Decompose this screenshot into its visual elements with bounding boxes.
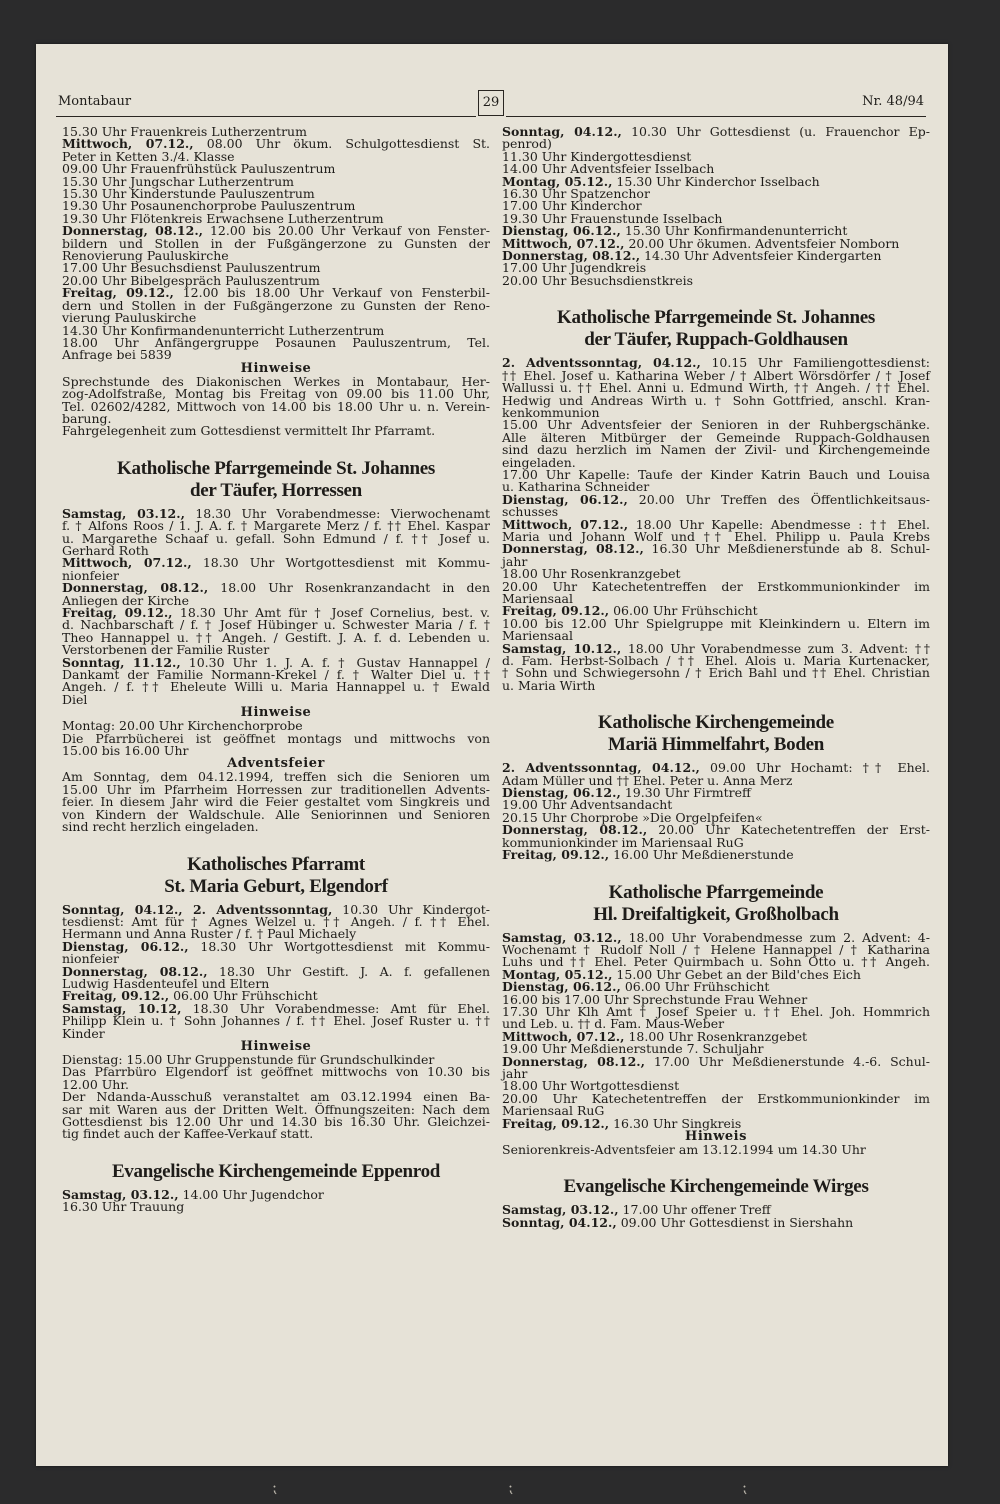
line-text: Theo Hannappel u. †† Angeh. / Gestift. J. A. f. d. Lebenden u.: [62, 629, 490, 645]
line-text: 20.15 Uhr Chorprobe »Die Orgelpfeifen«: [502, 809, 763, 825]
binding-mark: ⁏: [272, 1478, 278, 1496]
line-text: sind recht herzlich eingeladen.: [62, 819, 259, 835]
line-text: 12.00 bis 18.00 Uhr Verkauf von Fensterbil-: [173, 285, 491, 301]
day-label: Donnerstag, 08.12.,: [62, 963, 208, 979]
section-title: Katholische Pfarrgemeinde St. Johannes: [117, 457, 435, 479]
line-text: Alle älteren Mitbürger der Gemeinde Ruppach-Goldhausen: [502, 429, 930, 445]
adventsfeier-lines: [62, 771, 490, 833]
header-page-number: 29: [478, 90, 504, 116]
line-text: und Leb. u. †† d. Fam. Maus-Weber: [502, 1016, 725, 1032]
line-text: sind dazu herzlich im Namen der Zivil- und Kirchengemeinde: [502, 442, 930, 458]
line-text: 18.30 Uhr Vorabendmesse: Vierwochenamt: [184, 505, 490, 521]
line-text: 18.30 Uhr Wortgottesdienst mit Kommu-: [191, 555, 490, 571]
line-text: † Sohn und Schwiegersohn / † Erich Bahl und †† Ehel. Christian: [502, 665, 930, 681]
hinweise-heading: Hinweise: [240, 705, 312, 721]
line-text: 09.00 Uhr Hochamt: †† Ehel.: [699, 760, 930, 776]
line-text: 15.30 Uhr Kinderstunde Pauluszentrum: [62, 186, 315, 202]
text-line: [62, 425, 490, 437]
line-text: 15.30 Uhr Kinderchor Isselbach: [612, 173, 820, 189]
hinweise-lines: [62, 720, 490, 757]
line-text: Hedwig und Andreas Wirth u. † Sohn Gottfried, anschl. Kran-: [502, 392, 930, 408]
line-text: Tel. 02602/4282, Mittwoch von 14.00 bis 18.00 Uhr u. n. Verein-: [62, 398, 490, 414]
section-eppenrod: [62, 1161, 490, 1214]
day-label: 2. Adventssonntag, 04.12.,: [502, 355, 701, 371]
line-text: 15.00 Uhr Gebet an der Bild'ches Eich: [612, 966, 861, 982]
schedule-lines: [62, 1186, 490, 1215]
header-rule-right: [506, 116, 926, 117]
line-text: Anliegen der Kirche: [62, 592, 190, 608]
line-text: 14.00 Uhr Adventsfeier Isselbach: [502, 161, 715, 177]
left-column: [62, 126, 490, 1214]
line-text: Mariensaal RuG: [502, 1103, 605, 1119]
text-line: [62, 821, 490, 833]
day-label: Donnerstag, 08.12.,: [62, 580, 209, 596]
line-text: Das Pfarrbüro Elgendorf ist geöffnet mittwochs von 10.30 bis: [62, 1064, 490, 1080]
line-text: dern und Stollen in der Fußgängerzone zu Gunsten der Reno-: [62, 297, 490, 313]
line-text: 06.00 Uhr Frühschicht: [169, 988, 318, 1004]
line-text: Am Sonntag, dem 04.12.1994, treffen sich die Senioren um: [62, 769, 490, 785]
line-text: Fahrgelegenheit zum Gottesdienst vermittelt Ihr Pfarramt.: [62, 423, 436, 439]
day-label: Samstag, 10.12.,: [502, 640, 622, 656]
line-text: 14.00 Uhr Jugendchor: [178, 1186, 324, 1202]
day-label: Samstag, 03.12.,: [62, 1186, 179, 1202]
line-text: 10.15 Uhr Familiengottesdienst:: [700, 355, 930, 371]
line-text: 17.00 Uhr Kapelle: Taufe der Kinder Katrin Bauch und Louisa: [502, 466, 930, 482]
text-line: [502, 1053, 930, 1069]
day-label: Freitag, 09.12.,: [502, 847, 610, 863]
day-label: Sonntag, 04.12.,: [502, 124, 622, 139]
header-issue-number: Nr. 48/94: [862, 94, 924, 109]
text-line: [62, 1128, 490, 1140]
line-text: Die Pfarrbücherei ist geöffnet montags und mittwochs von: [62, 730, 490, 746]
day-label: 2. Adventssonntag, 04.12.,: [502, 760, 700, 776]
line-text: †† Ehel. Josef u. Katharina Weber / † Albert Wörsdörfer / † Josef: [502, 367, 930, 383]
line-text: 18.00 Uhr Wortgottesdienst: [502, 1078, 680, 1094]
line-text: Verstorbenen der Familie Ruster: [62, 642, 270, 658]
day-label: Freitag, 09.12.,: [62, 988, 170, 1004]
line-text: 18.00 Uhr Rosenkranzandacht in den: [208, 580, 490, 596]
text-line: [502, 1214, 930, 1230]
text-line: [62, 398, 490, 414]
line-text: 15.00 Uhr Adventsfeier der Senioren in der Ruhbergschänke.: [502, 417, 930, 433]
section-title: Evangelische Kirchengemeinde Eppenrod: [111, 1160, 441, 1182]
day-label: Mittwoch, 07.12.,: [62, 136, 194, 152]
day-label: Donnerstag, 08.12.,: [62, 223, 204, 239]
section-title: Katholisches Pfarramt: [187, 853, 365, 875]
line-text: 11.30 Uhr Kindergottesdienst: [502, 148, 692, 164]
line-text: Philipp Klein u. † Sohn Johannes / f. †† Ehel. Josef Ruster u. ††: [62, 1013, 490, 1029]
line-text: Renovierung Pauluskirche: [62, 248, 229, 264]
binding-mark: ⁏: [742, 1478, 748, 1496]
line-text: 16.00 Uhr Meßdienerstunde: [609, 847, 794, 863]
day-label: Dienstag, 06.12.,: [502, 785, 621, 801]
day-label: Sonntag, 11.12.,: [62, 654, 181, 670]
text-line: [502, 849, 930, 861]
line-text: u. Margarethe Schaaf u. gefall. Sohn Edmund / f. †† Josef u.: [62, 530, 490, 546]
line-text: jahr: [502, 553, 528, 569]
line-text: Gottesdienst bis 12.00 Uhr und 14.30 bis 16.30 Uhr. Gleichzei-: [62, 1114, 490, 1129]
line-text: Kinder: [62, 1025, 105, 1041]
line-text: 18.30 Uhr Wortgottesdienst mit Kommu-: [188, 938, 490, 954]
hinweis-lines: [502, 1144, 930, 1156]
line-text: barung.: [62, 410, 112, 426]
line-text: Luhs und †† Ehel. Peter Quirmbach u. Sohn Otto u. †† Angeh.: [502, 954, 930, 970]
line-text: 19.30 Uhr Flötenkreis Erwachsene Lutherzentrum: [62, 210, 384, 226]
day-label: Dienstag, 06.12.,: [502, 223, 621, 239]
line-text: nionfeier: [62, 951, 120, 967]
hinweise-lines: [62, 373, 490, 439]
line-text: 06.00 Uhr Frühschicht: [609, 603, 758, 619]
line-text: Mariensaal: [502, 591, 573, 606]
line-text: 19.00 Uhr Meßdienerstunde 7. Schuljahr: [502, 1041, 764, 1057]
schedule-lines: [502, 357, 930, 692]
section-grossholbach: [502, 882, 930, 1157]
section-boden: [502, 712, 930, 861]
line-text: 17.00 Uhr Meßdienerstunde 4.-6. Schul-: [645, 1053, 930, 1069]
day-label: Samstag, 10.12,: [62, 1000, 182, 1016]
line-text: Montag: 20.00 Uhr Kirchenchorprobe: [62, 718, 303, 734]
text-line: [502, 491, 930, 507]
line-text: 17.00 Uhr offener Treff: [618, 1202, 771, 1218]
line-text: Seniorenkreis-Adventsfeier am 13.12.1994 um 14.30 Uhr: [502, 1142, 866, 1157]
day-label: Freitag, 09.12.,: [62, 605, 173, 620]
line-text: 20.00 Uhr Treffen des Öffentlichkeitsaus-: [627, 491, 930, 507]
day-label: Dienstag, 06.12.,: [62, 938, 189, 954]
line-text: 10.30 Uhr Kindergot-: [332, 901, 490, 917]
line-text: u. Maria Wirth: [502, 677, 596, 693]
line-text: Anfrage bei 5839: [62, 347, 172, 363]
line-text: Hermann und Anna Ruster / f. † Paul Michaely: [62, 926, 357, 942]
line-text: 19.30 Uhr Posaunenchorprobe Pauluszentrum: [62, 198, 356, 214]
day-label: Dienstag, 06.12.,: [502, 979, 621, 995]
section-subtitle: der Täufer, Ruppach-Goldhausen: [584, 329, 848, 351]
day-label: Montag, 05.12.,: [502, 966, 613, 982]
day-label: Samstag, 03.12.,: [62, 505, 185, 521]
line-text: sar mit Waren aus der Dritten Welt. Öffnungszeiten: Nach dem: [62, 1101, 490, 1117]
line-text: schusses: [502, 504, 559, 520]
schedule-lines: [502, 1204, 930, 1229]
text-line: [502, 1144, 930, 1156]
line-text: 16.30 Uhr Meßdienerstunde ab 8. Schul-: [643, 541, 930, 557]
section-subtitle: der Täufer, Horressen: [190, 479, 362, 501]
day-label: Freitag, 09.12.,: [502, 603, 610, 619]
line-text: 18.30 Uhr Gestift. J. A. f. gefallenen: [207, 963, 491, 979]
line-text: Maria und Johann Wolf und †† Ehel. Philipp u. Paula Krebs: [502, 528, 930, 544]
section-isselbach-continued: [502, 126, 930, 287]
line-text: Wochenamt † Rudolf Noll / † Helene Hannappel / † Katharina: [502, 941, 930, 957]
line-text: Dankamt der Familie Normann-Krekel / f. † Walter Diel u. ††: [62, 667, 490, 683]
line-text: kenkommunion: [502, 404, 600, 420]
line-text: 10.00 bis 12.00 Uhr Spielgruppe mit Kleinkindern u. Eltern im: [502, 615, 930, 631]
text-line: [502, 677, 930, 693]
section-evangelisch-montabaur-continued: [62, 126, 490, 438]
line-text: 17.00 Uhr Jugendkreis: [502, 260, 647, 276]
line-text: feier. In diesem Jahr wird die Feier gestaltet vom Singkreis und: [62, 794, 490, 810]
line-text: Sprechstunde des Diakonischen Werkes in Montabaur, Her-: [62, 373, 490, 389]
line-text: bildern und Stollen in der Fußgängerzone zu Gunsten der: [62, 235, 490, 251]
line-text: 14.30 Uhr Adventsfeier Kindergarten: [640, 248, 882, 264]
line-text: Dienstag: 15.00 Uhr Gruppenstunde für Grundschulkinder: [62, 1051, 435, 1067]
day-label: Freitag, 09.12.,: [502, 1115, 610, 1131]
line-text: 20.00 Uhr Katechetentreffen der Erst-: [647, 822, 930, 838]
schedule-lines: [502, 126, 930, 287]
line-text: 20.00 Uhr Katechetentreffen der Erstkommunionkinder im: [502, 578, 930, 594]
text-line: [62, 349, 490, 361]
line-text: von Kindern der Waldschule. Alle Seniorinnen und Senioren: [62, 806, 490, 822]
line-text: Angeh. / f. †† Eheleute Willi u. Maria Hannappel u. † Ewald: [62, 679, 490, 695]
text-line: [62, 681, 490, 693]
line-text: 06.00 Uhr Frühschicht: [620, 979, 770, 995]
line-text: 12.00 Uhr.: [62, 1076, 129, 1092]
line-text: Diel: [62, 691, 88, 707]
hinweise-heading: Hinweise: [240, 1038, 312, 1054]
line-text: 20.00 Uhr ökumen. Adventsfeier Nomborn: [624, 235, 900, 251]
line-text: Ludwig Hasdenteufel und Eltern: [62, 975, 270, 991]
text-line: [502, 272, 930, 288]
line-text: u. Katharina Schneider: [502, 479, 650, 495]
line-text: vierung Pauluskirche: [62, 310, 197, 326]
text-line: [502, 126, 930, 138]
line-text: nionfeier: [62, 567, 120, 583]
hinweise-lines: [62, 1051, 490, 1142]
line-text: 19.00 Uhr Adventsandacht: [502, 797, 673, 813]
line-text: d. Fam. Herbst-Solbach / †† Ehel. Alois u. Maria Kurtenacker,: [502, 653, 930, 669]
line-text: 20.00 Uhr Besuchsdienstkreis: [502, 272, 694, 288]
section-elgendorf: [62, 854, 490, 1141]
line-text: Der Ndanda-Ausschuß veranstaltet am 03.12.1994 einen Ba-: [62, 1089, 490, 1105]
line-text: 15.30 Uhr Frauenkreis Lutherzentrum: [62, 124, 307, 139]
text-line: [62, 938, 490, 954]
line-text: 17.00 Uhr Kinderchor: [502, 198, 642, 214]
line-text: 16.30 Uhr Singkreis: [609, 1115, 742, 1131]
line-text: tig findet auch der Kaffee-Verkauf statt.: [62, 1126, 314, 1142]
line-text: 19.30 Uhr Firmtreff: [620, 785, 751, 801]
line-text: 15.30 Uhr Jungschar Lutherzentrum: [62, 173, 295, 189]
day-label: Donnerstag, 08.12.,: [502, 541, 644, 557]
adventsfeier-heading: Adventsfeier: [227, 756, 325, 772]
line-text: 09.00 Uhr Gottesdienst in Siershahn: [616, 1214, 854, 1230]
day-label: Sonntag, 04.12., 2. Adventssonntag,: [62, 901, 333, 917]
header-rule-left: [56, 116, 476, 117]
line-text: 15.00 bis 16.00 Uhr: [62, 743, 189, 759]
line-text: 19.30 Uhr Frauenstunde Isselbach: [502, 210, 723, 226]
section-subtitle: St. Maria Geburt, Elgendorf: [164, 875, 388, 897]
line-text: 18.00 Uhr Kapelle: Abendmesse : †† Ehel.: [628, 516, 930, 532]
line-text: 18.30 Uhr Amt für † Josef Cornelius, best. v.: [172, 605, 490, 620]
day-label: Montag, 05.12.,: [502, 173, 613, 189]
line-text: Wallussi u. †† Ehel. Anni u. Edmund Wirth, †† Angeh. / †† Ehel.: [502, 380, 930, 396]
line-text: 16.30 Uhr Spatzenchor: [502, 186, 650, 202]
right-column: [502, 126, 930, 1229]
line-text: 16.30 Uhr Trauung: [62, 1199, 185, 1215]
day-label: Dienstag, 06.12.,: [502, 491, 628, 507]
line-text: 18.00 Uhr Vorabendmesse zum 2. Advent: 4-: [621, 929, 930, 945]
line-text: jahr: [502, 1065, 528, 1081]
line-text: 16.00 bis 17.00 Uhr Sprechstunde Frau Wehner: [502, 991, 808, 1007]
line-text: eingeladen.: [502, 454, 576, 470]
line-text: 17.00 Uhr Besuchsdienst Pauluszentrum: [62, 260, 321, 276]
line-text: 12.00 bis 20.00 Uhr Verkauf von Fenster-: [203, 223, 490, 239]
line-text: 10.30 Uhr 1. J. A. f. † Gustav Hannappel /: [180, 654, 490, 670]
line-text: tesdienst: Amt für † Agnes Welzel u. †† Angeh. / f. †† Ehel.: [62, 913, 490, 929]
day-label: Samstag, 03.12.,: [502, 929, 622, 945]
line-text: kommunionkinder im Mariensaal RuG: [502, 834, 744, 850]
line-text: 20.00 Uhr Bibelgespräch Pauluszentrum: [62, 272, 320, 288]
schedule-lines: [502, 762, 930, 861]
day-label: Sonntag, 04.12.,: [502, 1214, 617, 1230]
day-label: Donnerstag, 08.12.,: [502, 822, 648, 838]
line-text: 18.00 Uhr Anfängergruppe Posaunen Pauluszentrum, Tel.: [62, 334, 490, 350]
newspaper-page: [36, 44, 948, 1496]
section-subtitle: Mariä Himmelfahrt, Boden: [607, 734, 824, 756]
day-label: Samstag, 03.12.,: [502, 1202, 619, 1218]
line-text: 17.30 Uhr Klh Amt † Josef Speier u. †† Ehel. Joh. Hommrich: [502, 1003, 930, 1019]
line-text: d. Nachbarschaft / f. † Josef Hübinger u. Schwester Maria / f. †: [62, 617, 490, 633]
line-text: 08.00 Uhr ökum. Schulgottesdienst St.: [193, 136, 490, 152]
hinweise-heading: Hinweise: [240, 360, 312, 376]
schedule-lines: [502, 929, 930, 1131]
day-label: Mittwoch, 07.12.,: [502, 516, 629, 532]
line-text: 15.00 Uhr im Pfarrheim Horressen zur traditionellen Advents-: [62, 781, 490, 797]
schedule-lines: [62, 901, 491, 1041]
schedule-lines: [62, 505, 490, 707]
line-text: zog-Adolfstraße, Montag bis Freitag von 09.00 bis 11.00 Uhr,: [62, 386, 490, 402]
day-label: Mittwoch, 07.12.,: [62, 555, 192, 571]
line-text: Peter in Ketten 3./4. Klasse: [62, 148, 235, 164]
day-label: Freitag, 09.12.,: [62, 285, 174, 301]
line-text: penrod): [502, 136, 552, 152]
day-label: Donnerstag, 08.12.,: [502, 1053, 645, 1069]
day-label: Donnerstag, 08.12.,: [502, 248, 641, 264]
hinweis-heading: Hinweis: [685, 1129, 747, 1144]
text-line: [62, 1015, 490, 1027]
line-text: 18.00 Uhr Rosenkranzgebet: [502, 566, 681, 582]
section-ruppach-goldhausen: [502, 307, 930, 692]
line-text: 18.30 Uhr Vorabendmesse: Amt für Ehel.: [181, 1000, 490, 1016]
line-text: Gerhard Roth: [62, 542, 149, 558]
section-wirges: [502, 1176, 930, 1229]
line-text: 09.00 Uhr Frauenfrühstück Pauluszentrum: [62, 161, 336, 177]
schedule-lines: [62, 126, 490, 362]
section-horressen: [62, 458, 490, 834]
section-title: Katholische Kirchengemeinde: [598, 712, 834, 734]
line-text: 18.00 Uhr Vorabendmesse zum 3. Advent: ††: [621, 640, 930, 656]
day-label: Mittwoch, 07.12.,: [502, 1028, 625, 1044]
line-text: 18.00 Uhr Rosenkranzgebet: [624, 1028, 808, 1044]
section-title: Katholische Pfarrgemeinde: [608, 881, 824, 903]
section-title: Evangelische Kirchengemeinde Wirges: [563, 1176, 869, 1198]
day-label: Mittwoch, 07.12.,: [502, 235, 625, 251]
text-line: [502, 543, 930, 555]
line-text: Adam Müller und †† Ehel. Peter u. Anna Merz: [502, 772, 793, 788]
binding-mark: ⁏: [508, 1478, 514, 1496]
line-text: 15.30 Uhr Konfirmandenunterricht: [620, 223, 848, 239]
line-text: 10.30 Uhr Gottesdienst (u. Frauenchor Ep-: [621, 124, 930, 139]
section-subtitle: Hl. Dreifaltigkeit, Großholbach: [593, 903, 839, 925]
line-text: Mariensaal: [502, 628, 573, 644]
section-title: Katholische Pfarrgemeinde St. Johannes: [557, 307, 875, 329]
text-line: [62, 557, 490, 569]
header-town: Montabaur: [58, 94, 132, 109]
line-text: 14.30 Uhr Konfirmandenunterricht Lutherzentrum: [62, 322, 385, 338]
text-line: [62, 1201, 490, 1213]
line-text: 20.00 Uhr Katechetentreffen der Erstkommunionkinder im: [502, 1090, 930, 1106]
line-text: f. † Alfons Roos / 1. J. A. f. † Margarete Merz / f. †† Ehel. Kaspar: [62, 518, 490, 534]
